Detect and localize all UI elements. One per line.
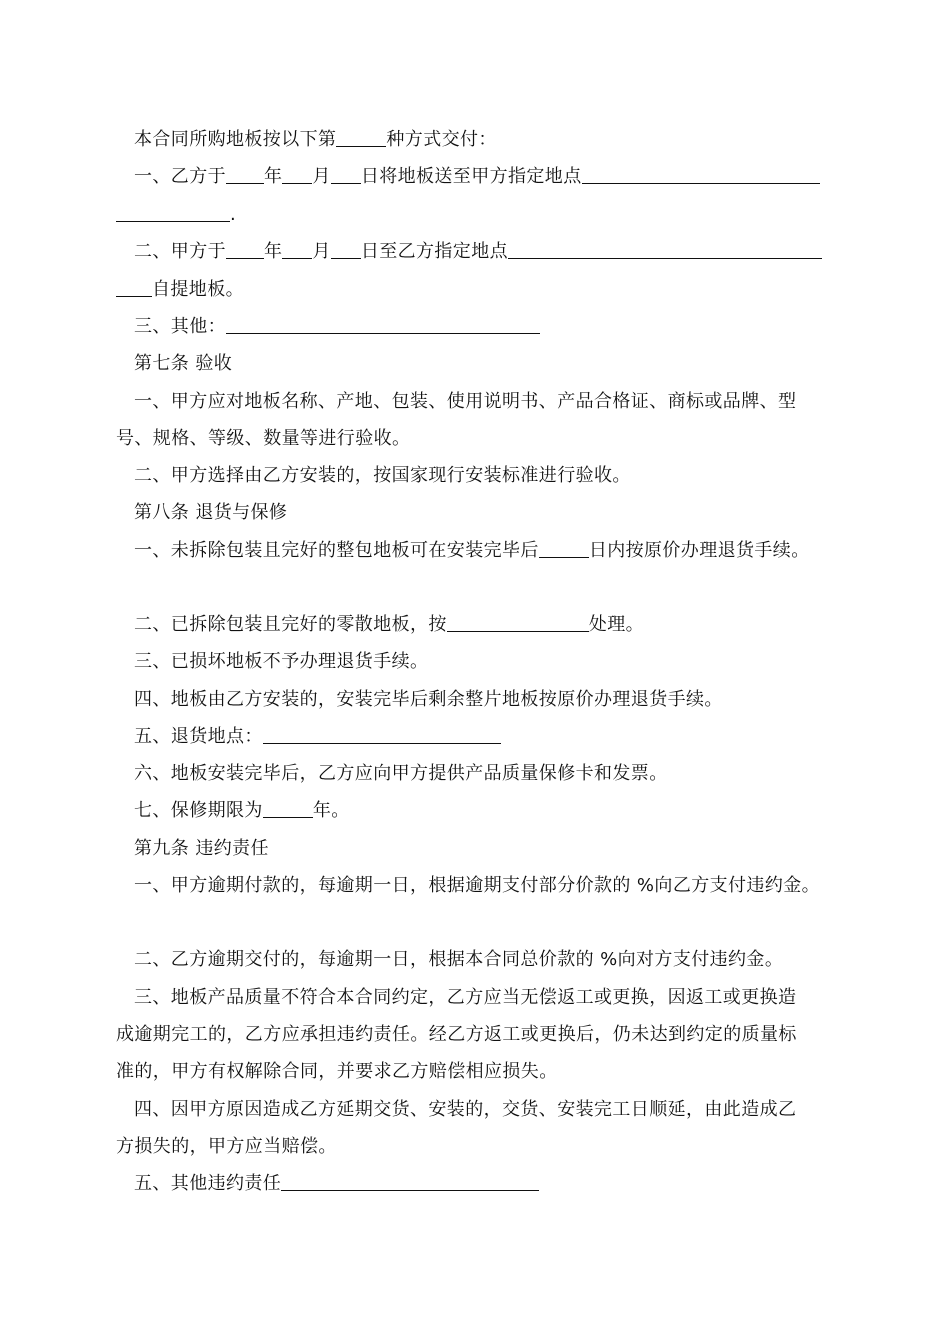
location-blank-cont[interactable] <box>116 203 230 222</box>
delivery-method-blank[interactable] <box>336 128 386 147</box>
delivery-method-intro: 本合同所购地板按以下第 种方式交付： <box>134 129 497 150</box>
return-clause-2: 二、已拆除包装且完好的零散地板，按 处理。 <box>134 614 645 635</box>
other-liability-blank[interactable] <box>281 1172 539 1191</box>
year-blank[interactable] <box>226 240 264 259</box>
article-8-heading: 第八条 退货与保修 <box>134 502 288 523</box>
liability-clause-4-cont: 方损失的，甲方应当赔偿。 <box>116 1136 337 1157</box>
return-days-blank[interactable] <box>539 539 589 558</box>
day-blank[interactable] <box>331 165 361 184</box>
inspection-clause-2: 二、甲方选择由乙方安装的，按国家现行安装标准进行验收。 <box>134 465 631 486</box>
liability-clause-3-cont-b: 准的，甲方有权解除合同，并要求乙方赔偿相应损失。 <box>116 1061 558 1082</box>
inspection-clause-1: 一、甲方应对地板名称、产地、包装、使用说明书、产品合格证、商标或品牌、型 <box>134 391 797 412</box>
liability-clause-5: 五、其他违约责任 <box>134 1172 539 1196</box>
day-blank[interactable] <box>331 240 361 259</box>
return-location-blank[interactable] <box>263 725 501 744</box>
liability-clause-2: 二、乙方逾期交付的，每逾期一日，根据本合同总价款的 %向对方支付违约金。 <box>134 949 784 970</box>
liability-clause-1: 一、甲方逾期付款的，每逾期一日，根据逾期支付部分价款的 %向乙方支付违约金。 <box>134 875 821 896</box>
delivery-option-1-cont: . <box>116 203 236 227</box>
handling-blank[interactable] <box>447 613 589 632</box>
liability-clause-3: 三、地板产品质量不符合本合同约定，乙方应当无偿返工或更换，因返工或更换造 <box>134 987 797 1008</box>
location-blank[interactable] <box>582 165 820 184</box>
delivery-option-2-cont: 自提地板。 <box>116 278 244 302</box>
warranty-years-blank[interactable] <box>263 799 313 818</box>
delivery-option-3: 三、其他： <box>134 315 540 339</box>
return-clause-5: 五、退货地点： <box>134 725 501 749</box>
delivery-option-1: 一、乙方于 年 月 日将地板送至甲方指定地点 <box>134 165 820 189</box>
liability-clause-4: 四、因甲方原因造成乙方延期交货、安装的，交货、安装完工日顺延，由此造成乙 <box>134 1099 797 1120</box>
inspection-clause-1-cont: 号、规格、等级、数量等进行验收。 <box>116 428 411 449</box>
return-clause-7: 七、保修期限为 年。 <box>134 800 350 821</box>
pickup-location-blank[interactable] <box>508 240 822 259</box>
pickup-location-blank-cont[interactable] <box>116 278 152 297</box>
liability-clause-3-cont-a: 成逾期完工的，乙方应承担违约责任。经乙方返工或更换后，仍未达到约定的质量标 <box>116 1024 797 1045</box>
return-clause-1: 一、未拆除包装且完好的整包地板可在安装完毕后 日内按原价办理退货手续。 <box>134 540 810 561</box>
article-7-heading: 第七条 验收 <box>134 353 233 374</box>
article-9-heading: 第九条 违约责任 <box>134 838 269 859</box>
month-blank[interactable] <box>282 240 312 259</box>
return-clause-3: 三、已损坏地板不予办理退货手续。 <box>134 651 429 672</box>
return-clause-4: 四、地板由乙方安装的，安装完毕后剩余整片地板按原价办理退货手续。 <box>134 689 723 710</box>
delivery-option-2: 二、甲方于 年 月 日至乙方指定地点 <box>134 240 822 264</box>
other-blank[interactable] <box>226 315 540 334</box>
year-blank[interactable] <box>226 165 264 184</box>
return-clause-6: 六、地板安装完毕后，乙方应向甲方提供产品质量保修卡和发票。 <box>134 763 668 784</box>
month-blank[interactable] <box>282 165 312 184</box>
